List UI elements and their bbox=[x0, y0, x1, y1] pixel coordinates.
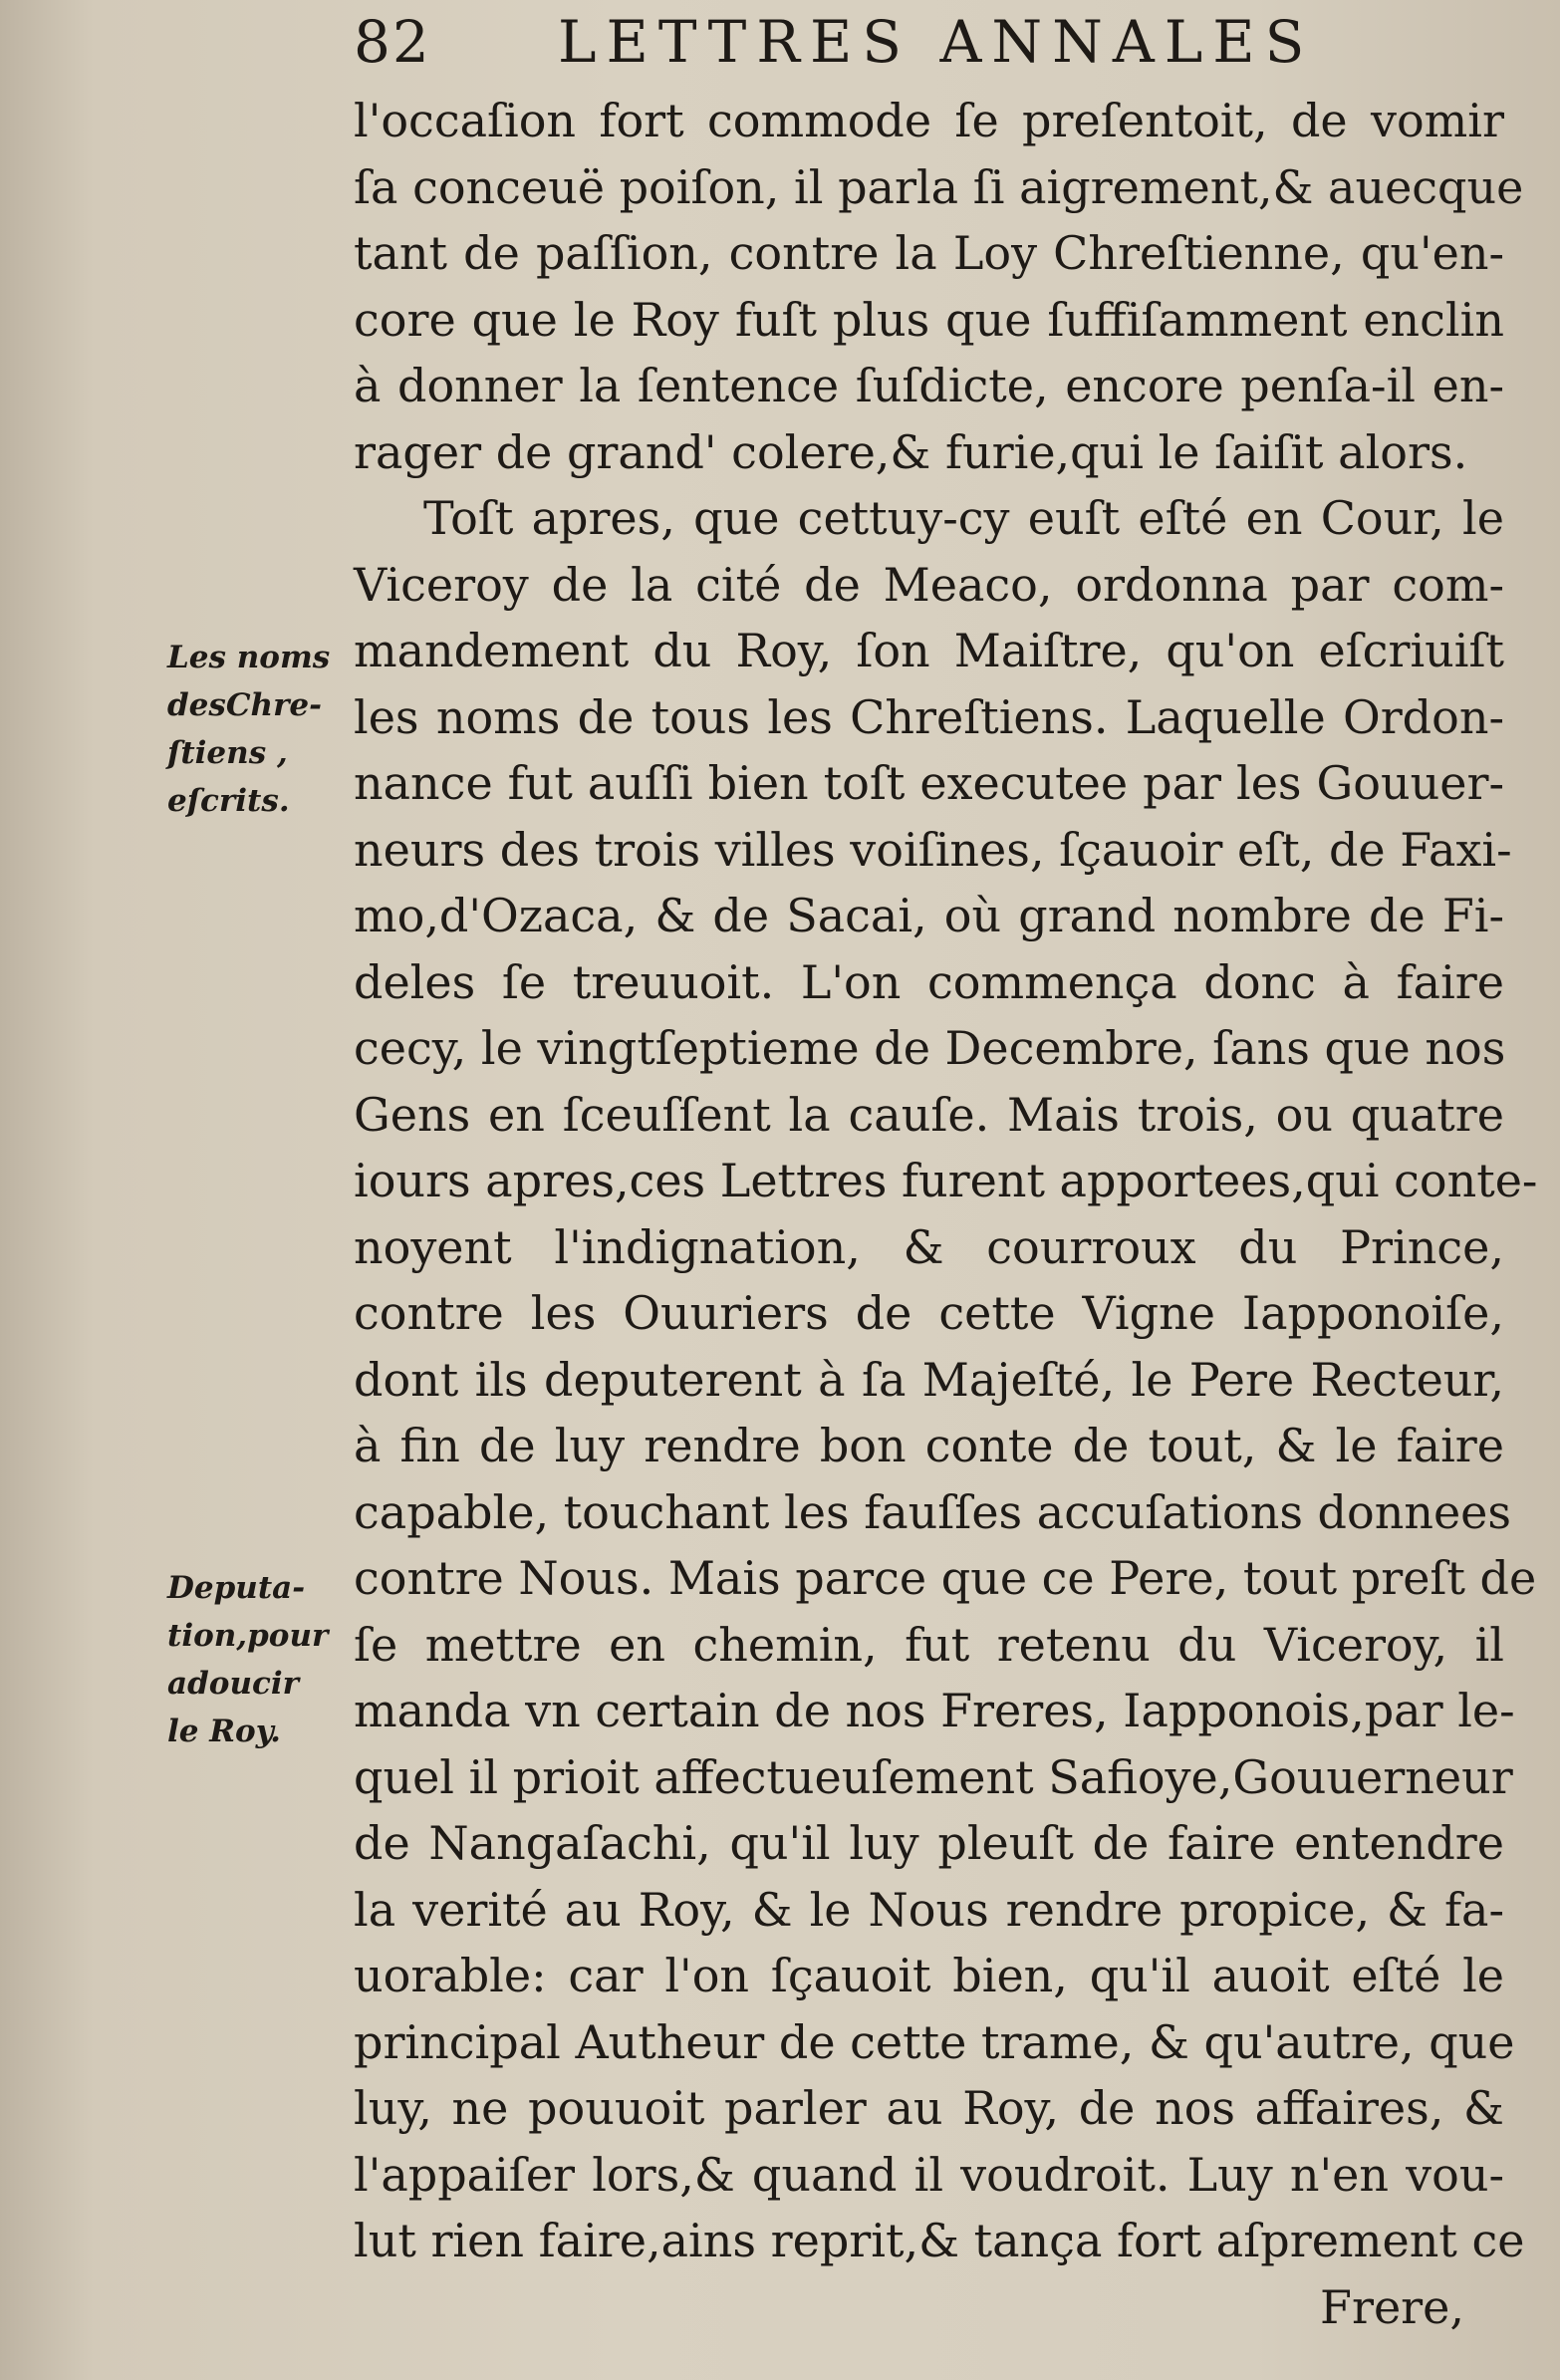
text-line: contre les Ouuriers de cette Vigne Iapponoiſe, bbox=[354, 1286, 1504, 1340]
margin-note-line: ſtiens , bbox=[167, 735, 288, 771]
text-line: nance fut auſſi bien toſt executee par les Gouuer- bbox=[354, 756, 1504, 810]
text-line: dont ils deputerent à ſa Majeſté, le Pere Recteur, bbox=[354, 1352, 1504, 1407]
margin-note-line: Les noms bbox=[167, 640, 331, 675]
margin-note-line: Deputa- bbox=[167, 1570, 306, 1606]
text-line: capable, touchant les fauſſes accuſations donnees bbox=[354, 1484, 1511, 1539]
text-line: mandement du Roy, ſon Maiſtre, qu'on eſcriuiſt bbox=[354, 624, 1504, 677]
margin-note-deputation bbox=[167, 1564, 347, 1755]
text-line: cecy, le vingtſeptieme de Decembre, ſans que nos bbox=[354, 1021, 1506, 1075]
text-line: iours apres,ces Lettres furent apportees,qui conte- bbox=[354, 1154, 1538, 1207]
page-number: 82 bbox=[354, 8, 431, 76]
text-line: Gens en ſceuſſent la cauſe. Mais trois, ou quatre bbox=[354, 1087, 1504, 1142]
body-text bbox=[354, 88, 1538, 2340]
page-header bbox=[354, 8, 1350, 78]
text-line: tant de paſſion, contre la Loy Chreſtienne, qu'en- bbox=[354, 226, 1504, 280]
margin-note-names bbox=[167, 634, 347, 825]
margin-note-line: eſcrits. bbox=[167, 783, 290, 819]
text-line: mo,d'Ozaca, & de Sacai, où grand nombre de Fi- bbox=[354, 889, 1504, 942]
text-line: principal Autheur de cette trame, & qu'autre, que bbox=[354, 2014, 1515, 2069]
text-line: l'occaſion fort commode ſe preſentoit, de vomir bbox=[354, 94, 1504, 147]
text-line: de Nangaſachi, qu'il luy pleuſt de faire entendre bbox=[354, 1816, 1504, 1870]
text-line: Viceroy de la cité de Meaco, ordonna par com- bbox=[354, 557, 1504, 612]
paragraph-start-line: Toſt apres, que cettuy-cy euſt eſté en Cour, le bbox=[423, 491, 1504, 545]
margin-note-line: tion,pour bbox=[167, 1618, 329, 1654]
margin-note-line: adoucir bbox=[167, 1666, 299, 1702]
text-line: deles ſe treuuoit. L'on commença donc à faire bbox=[354, 954, 1504, 1009]
text-line: ſa conceuë poiſon, il parla ſi aigrement,& auecque bbox=[354, 159, 1524, 214]
catchword: Frere, bbox=[1320, 2279, 1464, 2334]
text-line: l'appaiſer lors,& quand il voudroit. Luy n'en vou- bbox=[354, 2147, 1504, 2202]
margin-note-line: desChre- bbox=[167, 687, 322, 723]
text-line: ſe mettre en chemin, fut retenu du Viceroy, il bbox=[354, 1617, 1504, 1672]
text-line: contre Nous. Mais parce que ce Pere, tout preſt de bbox=[354, 1551, 1537, 1605]
text-line: core que le Roy fuſt plus que ſuffiſamment enclin bbox=[354, 292, 1504, 347]
text-line: la verité au Roy, & le Nous rendre propice, & fa- bbox=[354, 1882, 1504, 1937]
text-line: à donner la ſentence ſuſdicte, encore penſa-il en- bbox=[354, 359, 1504, 412]
margin-note-line: le Roy. bbox=[167, 1714, 281, 1749]
text-line: luy, ne pouuoit parler au Roy, de nos affaires, & bbox=[354, 2081, 1504, 2135]
text-line: rager de grand' colere,& furie,qui le ſaiſit alors. bbox=[354, 424, 1468, 479]
running-head: LETTRES ANNALES bbox=[558, 8, 1315, 76]
text-line: noyent l'indignation, & courroux du Prince, bbox=[354, 1219, 1504, 1274]
text-line: uorable: car l'on ſçauoit bien, qu'il auoit eſté le bbox=[354, 1949, 1504, 2002]
text-line: neurs des trois villes voiſines, ſçauoir eſt, de Faxi- bbox=[354, 822, 1512, 877]
text-line: lut rien faire,ains reprit,& tança fort aſprement ce bbox=[354, 2214, 1525, 2267]
text-line: les noms de tous les Chreſtiens. Laquelle Ordon- bbox=[354, 689, 1504, 744]
text-line: manda vn certain de nos Freres, Iapponois,par le- bbox=[354, 1684, 1515, 1737]
text-line: quel il prioit affectueuſement Safioye,Gouuerneur bbox=[354, 1749, 1513, 1804]
text-line: à fin de luy rendre bon conte de tout, & le faire bbox=[354, 1419, 1504, 1472]
